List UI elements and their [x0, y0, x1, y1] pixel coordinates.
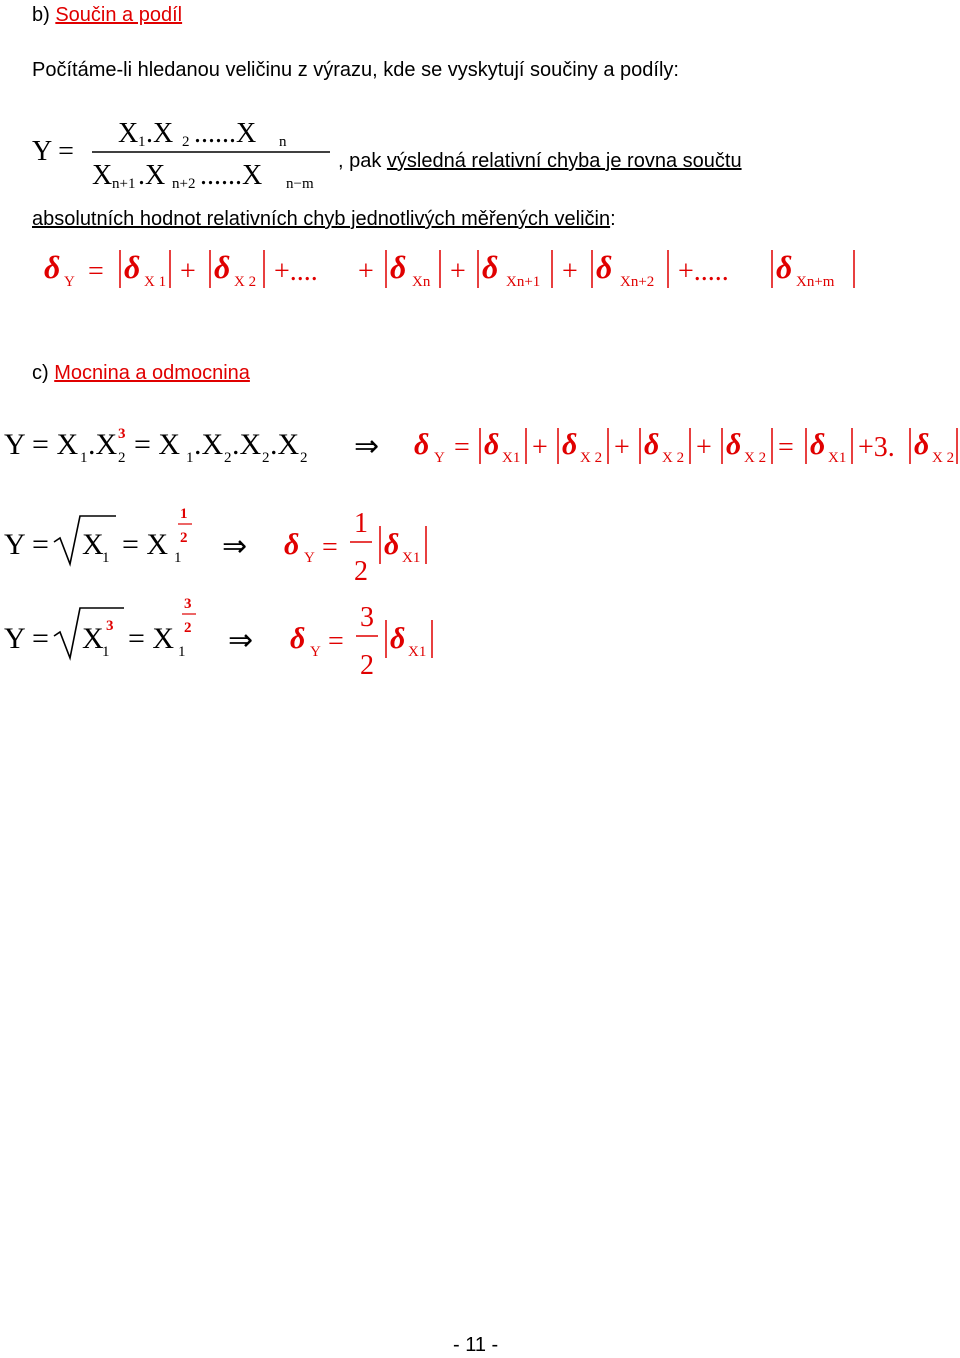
svg-text:X 2: X 2 [234, 274, 257, 290]
continuation-underlined: výsledná relativní chyba je rovna součtu [386, 150, 742, 172]
section-b-intro: Počítáme-li hledanou veličinu z výrazu, kde se vyskytují součiny a podíly: [32, 59, 679, 81]
svg-text:X 1: X 1 [144, 274, 167, 290]
svg-text:δ: δ [390, 622, 406, 655]
svg-text:=: = [454, 432, 470, 463]
svg-text:......X: ......X [194, 118, 257, 149]
svg-text:Xn: Xn [412, 274, 431, 290]
svg-text:1: 1 [178, 644, 186, 660]
section-b-prefix: b) [32, 4, 56, 26]
sqrt-equation-left [4, 506, 192, 566]
svg-text:δ: δ [384, 528, 400, 561]
svg-text:X 2: X 2 [662, 450, 685, 466]
sqrt-equation-right [284, 508, 426, 587]
svg-text:Y: Y [304, 550, 315, 566]
svg-text:2: 2 [224, 450, 232, 466]
svg-text:δ: δ [810, 428, 826, 461]
fraction-formula [30, 108, 350, 198]
svg-text:3: 3 [184, 596, 192, 612]
svg-text:3: 3 [360, 602, 374, 633]
fraction-numerator [118, 118, 287, 150]
svg-text:= X: = X [134, 428, 181, 461]
svg-text:+3.: +3. [858, 432, 895, 463]
svg-text:Xn+m: Xn+m [796, 274, 835, 290]
svg-text:δ: δ [596, 249, 613, 285]
svg-text:1: 1 [102, 550, 110, 566]
root-power-equation [0, 590, 460, 686]
svg-text:=: = [328, 626, 344, 657]
svg-text:X1: X1 [828, 450, 847, 466]
svg-text:Y: Y [310, 644, 321, 660]
svg-text:Xn+1: Xn+1 [506, 274, 541, 290]
svg-text:1: 1 [80, 450, 88, 466]
svg-text:=: = [88, 256, 104, 287]
sum-formula [40, 242, 920, 298]
svg-text:+: + [358, 256, 374, 287]
svg-text:δ: δ [124, 249, 141, 285]
svg-text:δ: δ [284, 528, 300, 561]
svg-text:.X: .X [194, 428, 224, 461]
svg-text:δ: δ [290, 622, 306, 655]
implies-arrow: ⇒ [354, 430, 380, 463]
root-power-equation-left [4, 596, 196, 660]
line2-text: absolutních hodnot relativních chyb jednotlivých měřených veličin [32, 208, 611, 230]
svg-text:+....: +.... [274, 256, 318, 287]
svg-text:=: = [778, 432, 794, 463]
svg-text:X: X [118, 118, 139, 149]
svg-text:Xn+2: Xn+2 [620, 274, 655, 290]
svg-text:.X: .X [270, 428, 300, 461]
svg-text:.X: .X [88, 428, 118, 461]
svg-text:n: n [279, 134, 287, 150]
svg-text:= X: = X [128, 622, 175, 655]
svg-text:2: 2 [300, 450, 308, 466]
svg-text:2: 2 [118, 450, 126, 466]
section-c-title: Mocnina a odmocnina [54, 362, 250, 384]
svg-text:Y =: Y = [4, 528, 49, 561]
svg-text:3: 3 [106, 618, 114, 634]
svg-text:n+1: n+1 [112, 176, 136, 192]
svg-text:δ: δ [484, 428, 500, 461]
svg-text:Y = X: Y = X [4, 428, 79, 461]
svg-text:δ: δ [482, 249, 499, 285]
svg-text:.X: .X [138, 160, 166, 191]
svg-text:X 2: X 2 [932, 450, 955, 466]
svg-text:X1: X1 [408, 644, 427, 660]
svg-text:δ: δ [644, 428, 660, 461]
svg-text:= X: = X [122, 528, 169, 561]
section-c-prefix: c) [32, 362, 55, 384]
svg-text:Y =: Y = [4, 622, 49, 655]
svg-text:.X: .X [146, 118, 174, 149]
svg-text:⇒: ⇒ [228, 624, 254, 657]
svg-text:X 2: X 2 [580, 450, 603, 466]
power-equation [0, 418, 960, 474]
section-b-title: Součin a podíl [55, 4, 183, 26]
page-number: - 11 - [453, 1334, 499, 1356]
svg-text:=: = [322, 532, 338, 563]
svg-text:1: 1 [180, 506, 188, 522]
svg-text:2: 2 [360, 650, 374, 681]
svg-text:......X: ......X [200, 160, 263, 191]
power-equation-right [414, 428, 957, 466]
svg-text:Y: Y [64, 274, 75, 290]
svg-text:+.....: +..... [678, 256, 729, 287]
sqrt-equation [0, 496, 460, 592]
svg-text:δ: δ [44, 249, 61, 285]
svg-text:+: + [450, 256, 466, 287]
svg-text:δ: δ [726, 428, 742, 461]
svg-text:1: 1 [102, 644, 110, 660]
formula-y-label: Y = [32, 136, 74, 167]
svg-text:2: 2 [184, 620, 192, 636]
svg-text:1: 1 [354, 508, 368, 539]
svg-text:1: 1 [186, 450, 194, 466]
svg-text:δ: δ [390, 249, 407, 285]
svg-text:2: 2 [262, 450, 270, 466]
svg-text:Y: Y [434, 450, 445, 466]
svg-text:X: X [82, 528, 104, 561]
fraction-denominator [92, 160, 314, 192]
svg-text:+: + [180, 256, 196, 287]
svg-text:δ: δ [776, 249, 793, 285]
root-power-equation-right [290, 602, 432, 681]
svg-text:+: + [614, 432, 630, 463]
svg-text:X: X [82, 622, 104, 655]
svg-text:+: + [696, 432, 712, 463]
svg-text:+: + [532, 432, 548, 463]
svg-text:δ: δ [214, 249, 231, 285]
svg-text:δ: δ [414, 428, 430, 461]
svg-text:2: 2 [180, 530, 188, 546]
fraction-continuation [338, 150, 742, 173]
svg-text:.X: .X [232, 428, 262, 461]
svg-text:3: 3 [118, 426, 126, 442]
svg-text:δ: δ [562, 428, 578, 461]
svg-text:⇒: ⇒ [222, 530, 248, 563]
power-equation-left [4, 426, 308, 466]
svg-text:X1: X1 [502, 450, 521, 466]
svg-text:1: 1 [174, 550, 182, 566]
svg-text:n+2: n+2 [172, 176, 196, 192]
continuation-prefix: , pak [338, 150, 387, 172]
svg-text:X1: X1 [402, 550, 421, 566]
section-b-line2: absolutních hodnot relativních chyb jednotlivých měřených veličin: [32, 208, 616, 230]
svg-text:2: 2 [354, 556, 368, 587]
svg-text:n−m: n−m [286, 176, 314, 192]
svg-text:X: X [92, 160, 113, 191]
svg-text:δ: δ [914, 428, 930, 461]
section-b-heading [32, 4, 182, 27]
svg-text:1: 1 [138, 134, 146, 150]
svg-text:2: 2 [182, 134, 190, 150]
svg-text:+: + [562, 256, 578, 287]
section-c-heading [32, 362, 250, 385]
svg-text:X 2: X 2 [744, 450, 767, 466]
